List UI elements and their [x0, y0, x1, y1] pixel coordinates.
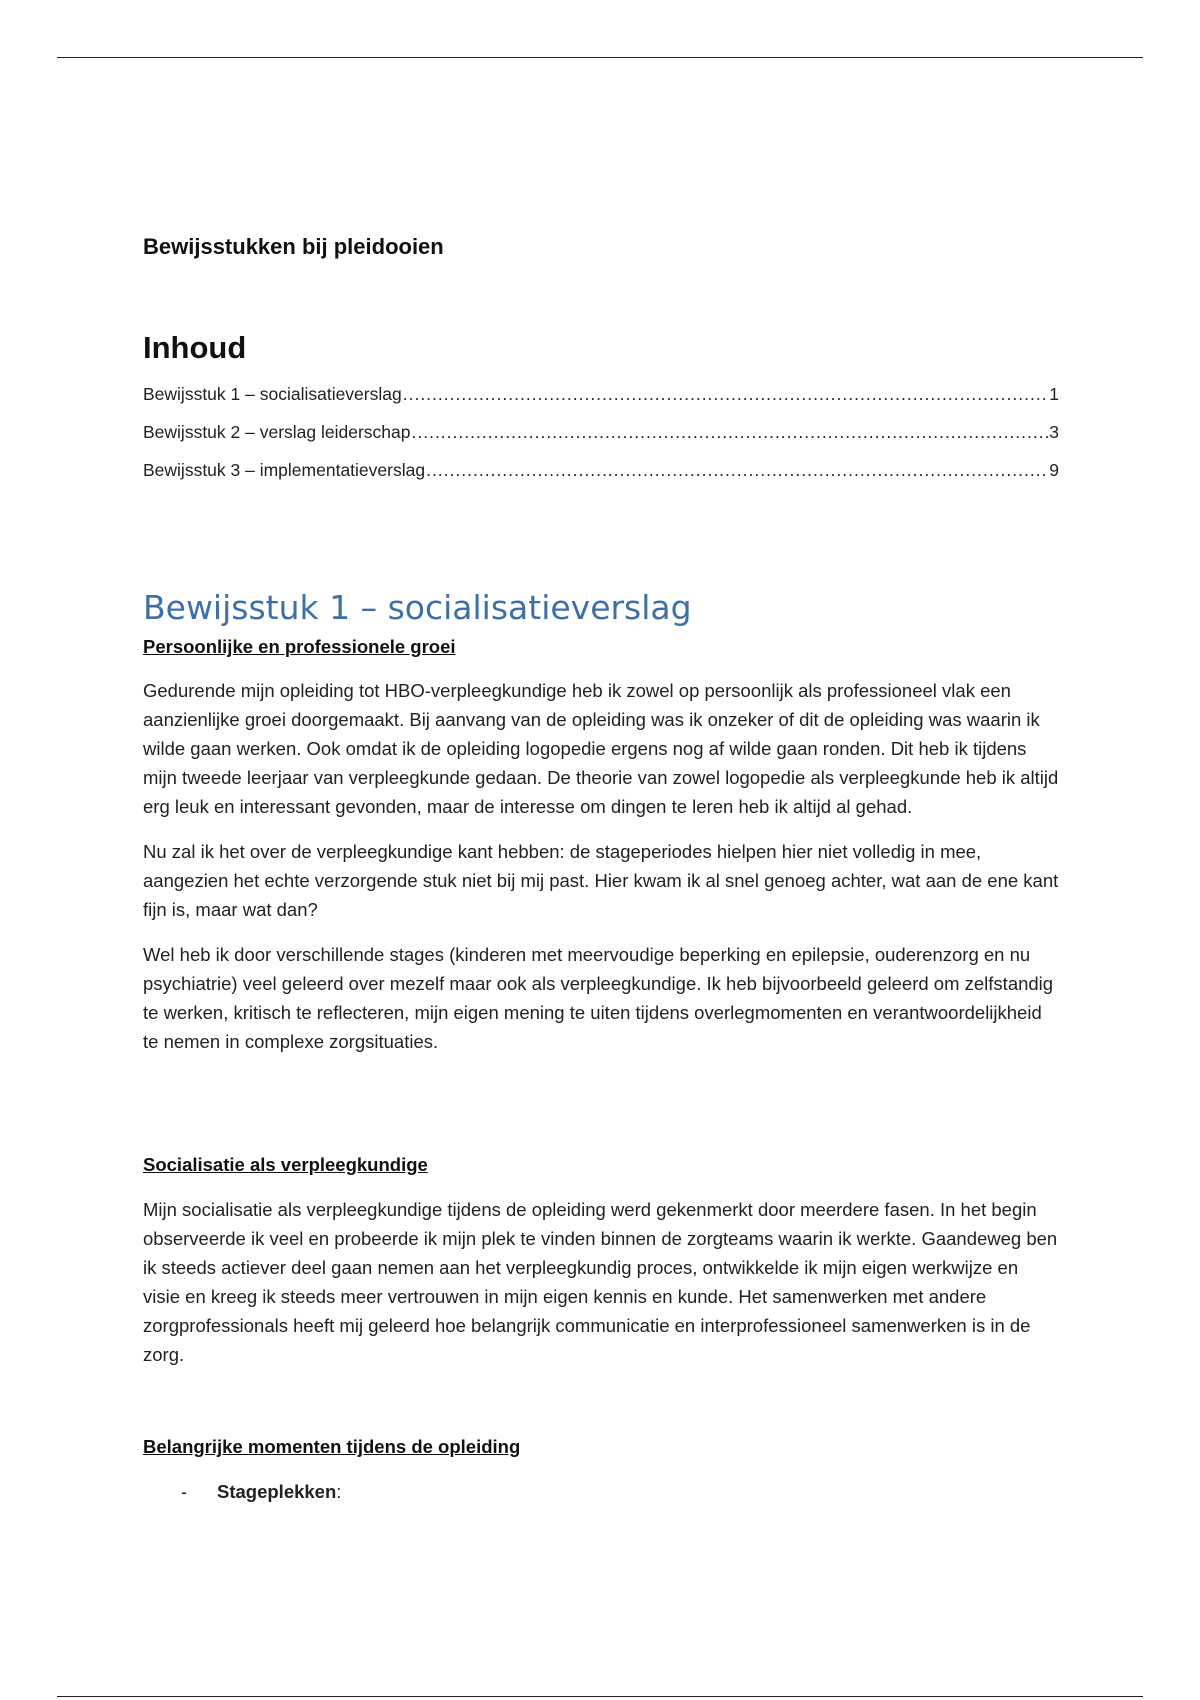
- paragraph: Gedurende mijn opleiding tot HBO-verpleegkundige heb ik zowel op persoonlijk als professioneel vlak een aanzienlijke groei doorgemaakt. Bij aanvang van de opleiding was ik onzeker of dit de opleiding was waarin ik wilde gaan werken. Ook omdat ik de opleiding logopedie ergens nog af wilde gaan ronden. Dit heb ik tijdens mijn tweede leerjaar van verpleegkunde gedaan. De theorie van zowel logopedie als verpleegkunde heb ik altijd erg leuk en interessant gevonden, maar de interesse om dingen te leren heb ik altijd al gehad.: [143, 680, 1059, 817]
- subsection-heading: Socialisatie als verpleegkundige: [143, 1154, 428, 1175]
- toc-entry-page: 3: [1049, 422, 1059, 442]
- toc-leader-dots: [403, 382, 1049, 406]
- subsection-key-moments: [143, 1432, 1059, 1507]
- toc-entry-label: Bewijsstuk 1 – socialisatieverslag: [143, 384, 402, 404]
- table-of-contents: [143, 382, 1059, 496]
- toc-leader-dots: [426, 458, 1048, 482]
- toc-heading: Inhoud: [143, 330, 247, 365]
- bullet-label: Stageplekken: [217, 1481, 337, 1502]
- toc-entry-2[interactable]: [143, 420, 1059, 458]
- subsection-heading: Belangrijke momenten tijdens de opleiding: [143, 1436, 521, 1457]
- toc-entry-page: 9: [1049, 460, 1059, 480]
- subsection-heading: Persoonlijke en professionele groei: [143, 636, 456, 657]
- toc-entry-3[interactable]: [143, 458, 1059, 496]
- document-title: Bewijsstukken bij pleidooien: [143, 234, 444, 259]
- paragraph: Nu zal ik het over de verpleegkundige kant hebben: de stageperiodes hielpen hier niet volledig in mee, aangezien het echte verzorgende stuk niet bij mij past. Hier kwam ik al snel genoeg achter, wat aan de ene kant fijn is, maar wat dan?: [143, 841, 1059, 920]
- list-item: [143, 1477, 1059, 1507]
- toc-entry-page: 1: [1049, 384, 1059, 404]
- footer-rule: [57, 1696, 1143, 1697]
- bullet-list: [143, 1477, 1059, 1507]
- toc-leader-dots: [412, 420, 1049, 444]
- toc-entry-label: Bewijsstuk 2 – verslag leiderschap: [143, 422, 411, 442]
- bullet-suffix: :: [336, 1481, 342, 1502]
- section-title: Bewijsstuk 1 – socialisatieverslag: [143, 588, 692, 627]
- paragraph: Mijn socialisatie als verpleegkundige tijdens de opleiding werd gekenmerkt door meerdere fasen. In het begin observeerde ik veel en probeerde ik mijn plek te vinden binnen de zorgteams waarin ik werkte. Gaandeweg ben ik steeds actiever deel gaan nemen aan het verpleegkundig proces, ontwikkelde ik mijn eigen werkwijze en visie en kreeg ik steeds meer vertrouwen in mijn eigen kennis en kunde. Het samenwerken met andere zorgprofessionals heeft mij geleerd hoe belangrijk communicatie en interprofessioneel samenwerken is in de zorg.: [143, 1199, 1058, 1365]
- toc-entry-label: Bewijsstuk 3 – implementatieverslag: [143, 460, 426, 480]
- subsection-socialisation: [143, 1150, 1059, 1369]
- paragraph: Wel heb ik door verschillende stages (kinderen met meervoudige beperking en epilepsie, ouderenzorg en nu psychiatrie) veel geleerd over mezelf maar ook als verpleegkundige. Ik heb bijvoorbeeld geleerd om zelfstandig te werken, kritisch te reflecteren, mijn eigen mening te uiten tijdens overlegmomenten en verantwoordelijkheid te nemen in complexe zorgsituaties.: [143, 944, 1054, 1052]
- bullet-marker: -: [181, 1482, 187, 1502]
- header-rule: [57, 57, 1143, 58]
- toc-entry-1[interactable]: [143, 382, 1059, 420]
- subsection-growth: [143, 632, 1059, 1056]
